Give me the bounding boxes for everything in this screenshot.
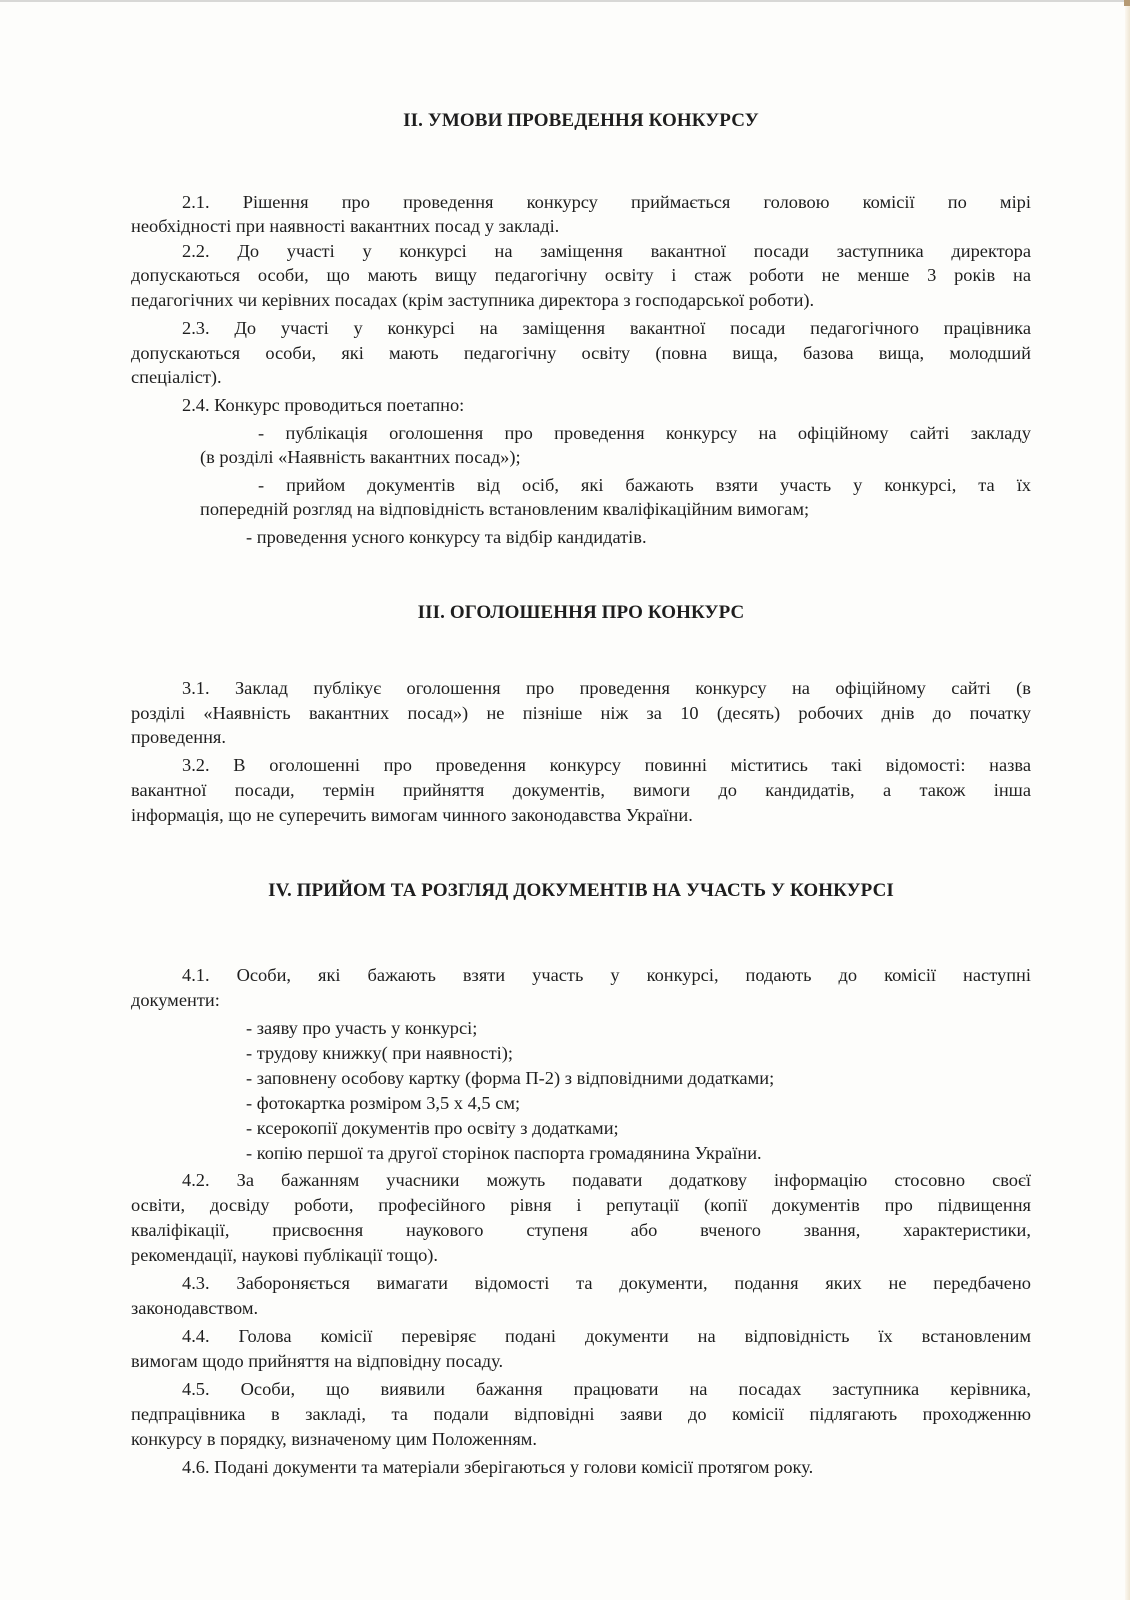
paragraph-line: 2.4. Конкурс проводиться поетапно:: [182, 395, 465, 415]
list-item: (в розділі «Наявність вакантних посад»);: [200, 447, 521, 467]
section-heading-2: II. УМОВИ ПРОВЕДЕННЯ КОНКУРСУ: [403, 110, 759, 131]
paragraph-line: необхідності при наявності вакантних посад у закладі.: [131, 216, 560, 236]
list-item: - заповнену особову картку (форма П-2) з відповідними додатками;: [246, 1068, 775, 1088]
section-heading-3: III. ОГОЛОШЕННЯ ПРО КОНКУРС: [417, 602, 745, 623]
list-item: - заяву про участь у конкурсі;: [246, 1018, 478, 1038]
paragraph-line: законодавством.: [131, 1298, 259, 1318]
paragraph-line: допускаються особи, що мають вищу педагогічну освіту і стаж роботи не менше 3 років на: [131, 265, 1031, 285]
list-item: - ксерокопії документів про освіту з додатками;: [246, 1118, 619, 1138]
scan-top-edge: [0, 0, 1130, 2]
paragraph-line: рекомендації, наукові публікації тощо).: [131, 1245, 438, 1265]
paragraph-line: розділі «Наявність вакантних посад») не пізніше ніж за 10 (десять) робочих днів до початку: [131, 703, 1031, 723]
list-item: - трудову книжку( при наявності);: [246, 1043, 513, 1063]
paragraph-line: педпрацівника в закладі, та подали відповідні заяви до комісії підлягають проходженню: [131, 1404, 1031, 1424]
paragraph-line: освіти, досвіду роботи, професійного рівня і репутації (копії документів про підвищення: [131, 1195, 1031, 1215]
paragraph-line: документи:: [131, 990, 220, 1010]
list-item: - проведення усного конкурсу та відбір кандидатів.: [246, 527, 647, 547]
paragraph-line: інформація, що не суперечить вимогам чинного законодавства України.: [131, 805, 693, 825]
paragraph-line: 4.5. Особи, що виявили бажання працювати на посадах заступника керівника,: [182, 1379, 1031, 1399]
paragraph-line: 4.2. За бажанням учасники можуть подавати додаткову інформацію стосовно своєї: [182, 1170, 1031, 1190]
paragraph-line: кваліфікації, присвоєння наукового ступеня або вченого звання, характеристики,: [131, 1220, 1031, 1240]
paragraph-line: вимогам щодо прийняття на відповідну посаду.: [131, 1351, 504, 1371]
paragraph-line: вакантної посади, термін прийняття документів, вимоги до кандидатів, а також інша: [131, 780, 1031, 800]
list-item: - публікація оголошення про проведення конкурсу на офіційному сайті закладу: [258, 423, 1031, 443]
paragraph-line: 3.1. Заклад публікує оголошення про проведення конкурсу на офіційному сайті (в: [182, 678, 1031, 698]
paragraph-line: 3.2. В оголошенні про проведення конкурсу повинні міститись такі відомості: назва: [182, 755, 1031, 775]
section-heading-4: IV. ПРИЙОМ ТА РОЗГЛЯД ДОКУМЕНТІВ НА УЧАСТЬ У КОНКУРСІ: [268, 880, 894, 901]
paragraph-line: 2.3. До участі у конкурсі на заміщення вакантної посади педагогічного працівника: [182, 318, 1031, 338]
list-item: попередній розгляд на відповідність встановленим кваліфікаційним вимогам;: [200, 499, 810, 519]
paragraph-line: 4.1. Особи, які бажають взяти участь у конкурсі, подають до комісії наступні: [182, 965, 1031, 985]
list-item: - прийом документів від осіб, які бажають взяти участь у конкурсі, та їх: [258, 475, 1031, 495]
scan-corner-mark: [1124, 0, 1130, 6]
paragraph-line: допускаються особи, які мають педагогічну освіту (повна вища, базова вища, молодший: [131, 343, 1031, 363]
list-item: - фотокартка розміром 3,5 х 4,5 см;: [246, 1093, 521, 1113]
paragraph-line: 4.6. Подані документи та матеріали зберігаються у голови комісії протягом року.: [182, 1457, 814, 1477]
paragraph-line: спеціаліст).: [131, 367, 222, 387]
list-item: - копію першої та другої сторінок паспорта громадянина України.: [246, 1143, 762, 1163]
paragraph-line: 4.3. Забороняється вимагати відомості та документи, подання яких не передбачено: [182, 1273, 1031, 1293]
paragraph-line: конкурсу в порядку, визначеному цим Положенням.: [131, 1429, 538, 1449]
paragraph-line: проведення.: [131, 727, 226, 747]
paragraph-line: 2.1. Рішення про проведення конкурсу приймається головою комісії по мірі: [182, 192, 1031, 212]
paragraph-line: 4.4. Голова комісії перевіряє подані документи на відповідність їх встановленим: [182, 1326, 1031, 1346]
paragraph-line: 2.2. До участі у конкурсі на заміщення вакантної посади заступника директора: [182, 241, 1031, 261]
scan-right-edge: [1125, 0, 1130, 1600]
paragraph-line: педагогічних чи керівних посадах (крім заступника директора з господарської роботи).: [131, 290, 815, 310]
